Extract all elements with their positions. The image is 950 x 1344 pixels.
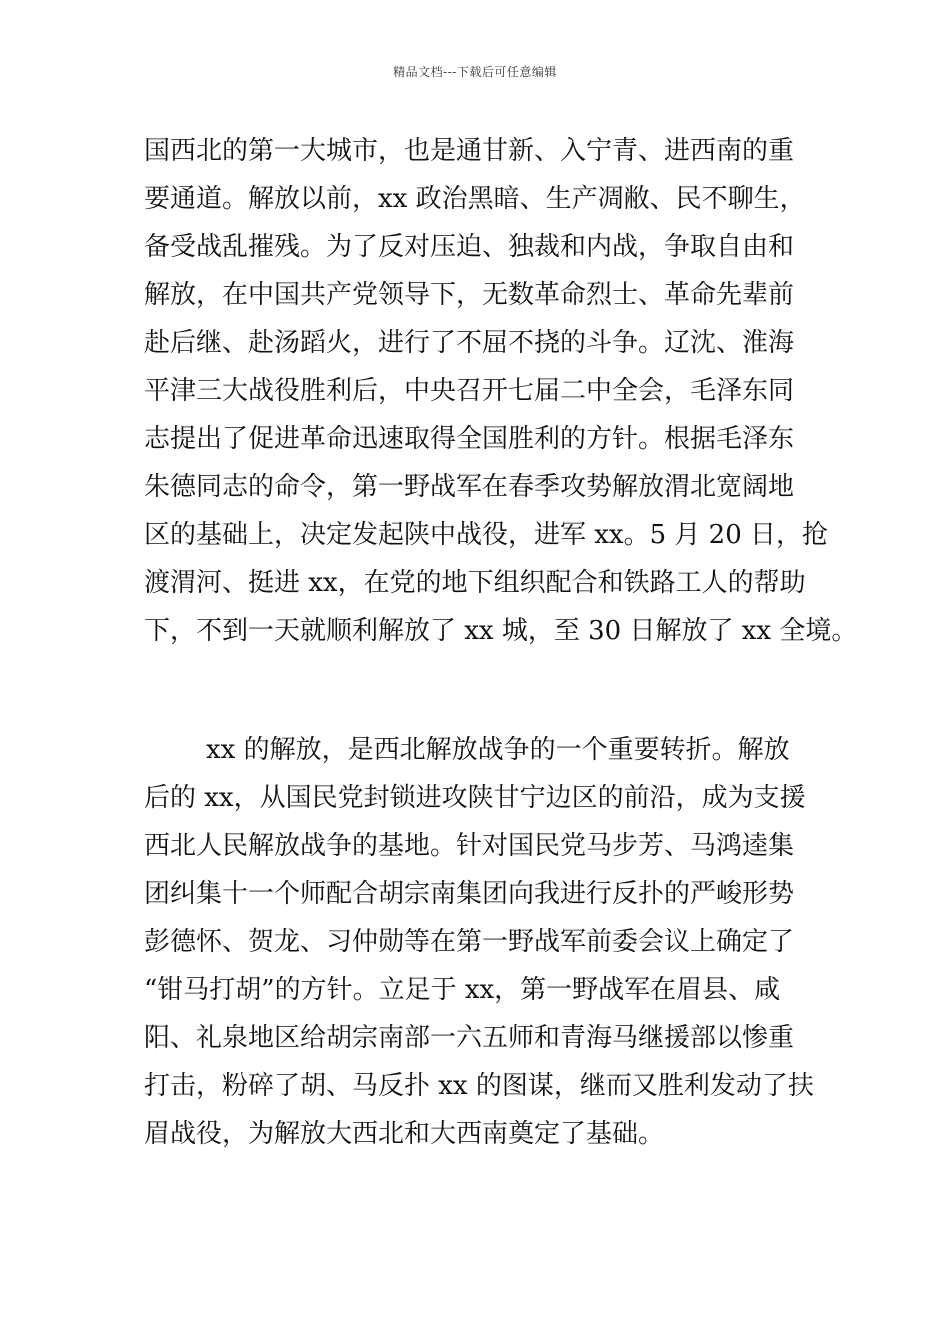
text-line: 眉战役，为解放大西北和大西南奠定了基础。 bbox=[144, 1119, 665, 1149]
text-line: 备受战乱摧残。为了反对压迫、独裁和内战，争取自由和 bbox=[144, 232, 795, 262]
text-line: 平津三大战役胜利后，中央召开七届二中全会，毛泽东同 bbox=[144, 376, 795, 406]
text-line: 赴后继、赴汤蹈火，进行了不屈不挠的斗争。辽沈、淮海 bbox=[144, 328, 795, 358]
text-line: 志提出了促进革命迅速取得全国胜利的方针。根据毛泽东 bbox=[144, 424, 795, 454]
text-line-first-indented: xx 的解放，是西北解放战争的一个重要转折。解放 bbox=[206, 735, 790, 765]
text-line: 后的 xx，从国民党封锁进攻陕甘宁边区的前沿，成为支援 bbox=[144, 783, 806, 813]
text-line: 阳、礼泉地区给胡宗南部一六五师和青海马继援部以惨重 bbox=[144, 1023, 795, 1053]
text-line: “钳马打胡”的方针。立足于 xx，第一野战军在眉县、咸 bbox=[144, 975, 781, 1005]
text-line: 渡渭河、挺进 xx，在党的地下组织配合和铁路工人的帮助 bbox=[144, 568, 806, 598]
text-line: 西北人民解放战争的基地。针对国民党马步芳、马鸿逵集 bbox=[144, 831, 795, 861]
page-header: 精品文档---下载后可任意编辑 bbox=[393, 65, 557, 79]
text-line: 下，不到一天就顺利解放了 xx 城，至 30 日解放了 xx 全境。 bbox=[144, 616, 858, 646]
text-line: 打击，粉碎了胡、马反扑 xx 的图谋，继而又胜利发动了扶 bbox=[144, 1071, 814, 1101]
text-line: 朱德同志的命令，第一野战军在春季攻势解放渭北宽阔地 bbox=[144, 472, 795, 502]
paragraph-1 bbox=[144, 127, 858, 655]
text-line: 要通道。解放以前，xx 政治黑暗、生产凋敝、民不聊生， bbox=[144, 184, 806, 214]
text-line: 彭德怀、贺龙、习仲勋等在第一野战军前委会议上确定了 bbox=[144, 927, 795, 957]
text-line: 国西北的第一大城市，也是通甘新、入宁青、进西南的重 bbox=[144, 136, 795, 166]
text-line: 区的基础上，决定发起陕中战役，进军 xx。5 月 20 日，抢 bbox=[144, 520, 829, 550]
paragraph-2 bbox=[144, 726, 814, 1158]
text-line: 团纠集十一个师配合胡宗南集团向我进行反扑的严峻形势 bbox=[144, 879, 795, 909]
text-line: 解放，在中国共产党领导下，无数革命烈士、革命先辈前 bbox=[144, 280, 795, 310]
